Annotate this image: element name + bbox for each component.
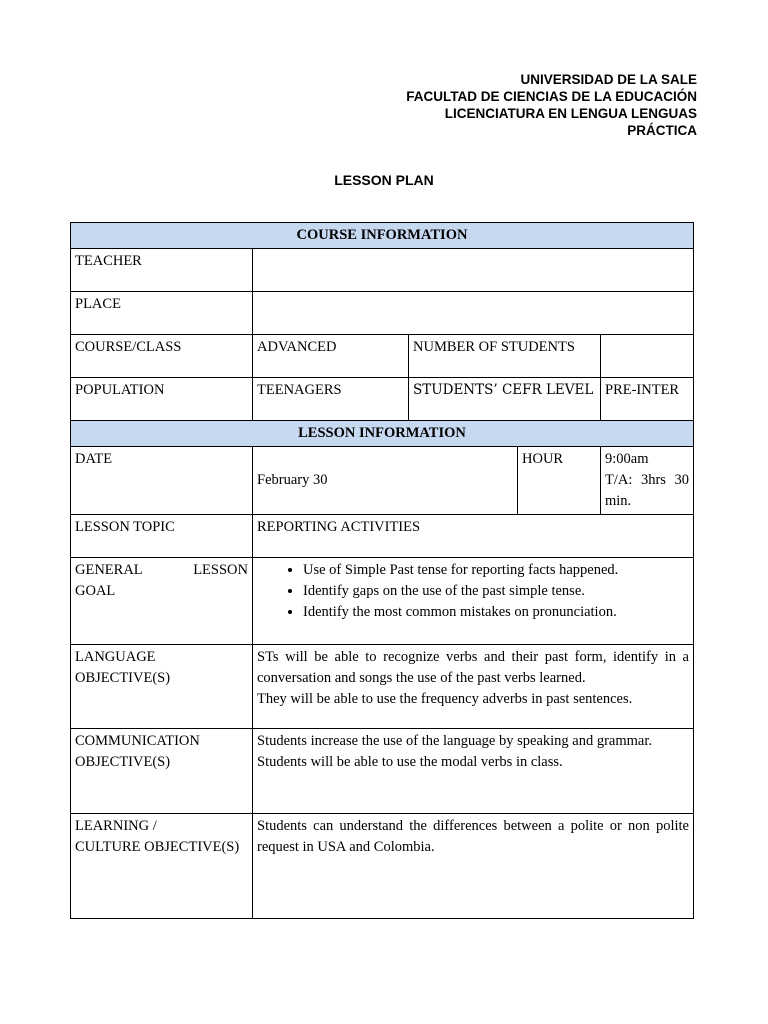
- date-row: [71, 447, 694, 515]
- goal-row: [71, 558, 694, 645]
- communication-text-1: Students increase the use of the language by speaking and grammar.: [257, 733, 653, 749]
- hour-ta-num: 30: [674, 472, 689, 488]
- practice-label: PRÁCTICA: [627, 123, 697, 138]
- hour-start: 9:00am: [605, 451, 649, 467]
- language-value: [253, 645, 694, 729]
- goal-label-3: GOAL: [75, 583, 116, 599]
- course-row: [71, 335, 694, 378]
- communication-label: [71, 729, 253, 814]
- date-label: DATE: [71, 447, 253, 515]
- students-value: [601, 335, 694, 378]
- topic-label: LESSON TOPIC: [71, 515, 253, 558]
- lesson-info-section-title: LESSON INFORMATION: [71, 421, 694, 447]
- learning-value: Students can understand the differences between a polite or non polite request in USA and Colombia.: [253, 814, 694, 919]
- place-value: [253, 292, 694, 335]
- topic-row: [71, 515, 694, 558]
- place-row: [71, 292, 694, 335]
- hour-ta-hrs: 3hrs: [640, 472, 666, 488]
- university-name: UNIVERSIDAD DE LA SALE: [520, 72, 697, 87]
- language-row: [71, 645, 694, 729]
- cefr-label: STUDENTS’ CEFR LEVEL: [409, 378, 601, 421]
- population-value: TEENAGERS: [253, 378, 409, 421]
- list-item: • Identify gaps on the use of the past simple tense.: [303, 581, 689, 602]
- goal-label-2: LESSON: [193, 562, 248, 578]
- lesson-info-section-row: [71, 421, 694, 447]
- learning-label-1: LEARNING /: [75, 818, 157, 834]
- course-info-section-title: COURSE INFORMATION: [71, 223, 694, 249]
- population-row: [71, 378, 694, 421]
- learning-label-2: CULTURE OBJECTIVE(S): [75, 839, 240, 855]
- faculty-name: FACULTAD DE CIENCIAS DE LA EDUCACIÓN: [406, 89, 697, 104]
- list-item: • Identify the most common mistakes on pronunciation.: [303, 602, 689, 623]
- hour-min: min.: [605, 493, 632, 509]
- program-name: LICENCIATURA EN LENGUA LENGUAS: [444, 106, 697, 121]
- communication-label-2: OBJECTIVE(S): [75, 754, 171, 770]
- list-item: • Use of Simple Past tense for reporting facts happened.: [303, 560, 689, 581]
- hour-value: [601, 447, 694, 515]
- students-label: NUMBER OF STUDENTS: [409, 335, 601, 378]
- language-text-2: They will be able to use the frequency adverbs in past sentences.: [257, 691, 633, 707]
- teacher-row: [71, 249, 694, 292]
- cefr-value: PRE-INTER: [601, 378, 694, 421]
- course-info-section-row: [71, 223, 694, 249]
- date-value: February 30: [253, 447, 518, 515]
- goal-label-line: [75, 560, 248, 581]
- language-label: [71, 645, 253, 729]
- course-label: COURSE/CLASS: [71, 335, 253, 378]
- hour-ta-label: T/A:: [605, 472, 633, 488]
- learning-label: [71, 814, 253, 919]
- goal-value: [253, 558, 694, 645]
- learning-row: [71, 814, 694, 919]
- communication-text-2: Students will be able to use the modal verbs in class.: [257, 754, 563, 770]
- topic-value: REPORTING ACTIVITIES: [253, 515, 694, 558]
- goal-label: [71, 558, 253, 645]
- language-text-1: STs will be able to recognize verbs and their past form, identify in a conversation and songs the use of the past verbs learned.: [257, 649, 689, 686]
- communication-row: [71, 729, 694, 814]
- lesson-plan-table: [70, 222, 694, 919]
- page-title: LESSON PLAN: [334, 172, 434, 188]
- language-label-1: LANGUAGE: [75, 649, 156, 665]
- communication-value: [253, 729, 694, 814]
- goal-label-1: GENERAL: [75, 562, 143, 578]
- teacher-label: TEACHER: [71, 249, 253, 292]
- language-label-2: OBJECTIVE(S): [75, 670, 171, 686]
- document-header: [406, 71, 697, 139]
- course-value: ADVANCED: [253, 335, 409, 378]
- communication-label-1: COMMUNICATION: [75, 733, 200, 749]
- place-label: PLACE: [71, 292, 253, 335]
- goal-list: [257, 560, 689, 623]
- hour-label: HOUR: [518, 447, 601, 515]
- population-label: POPULATION: [71, 378, 253, 421]
- hour-duration: [605, 470, 689, 491]
- teacher-value: [253, 249, 694, 292]
